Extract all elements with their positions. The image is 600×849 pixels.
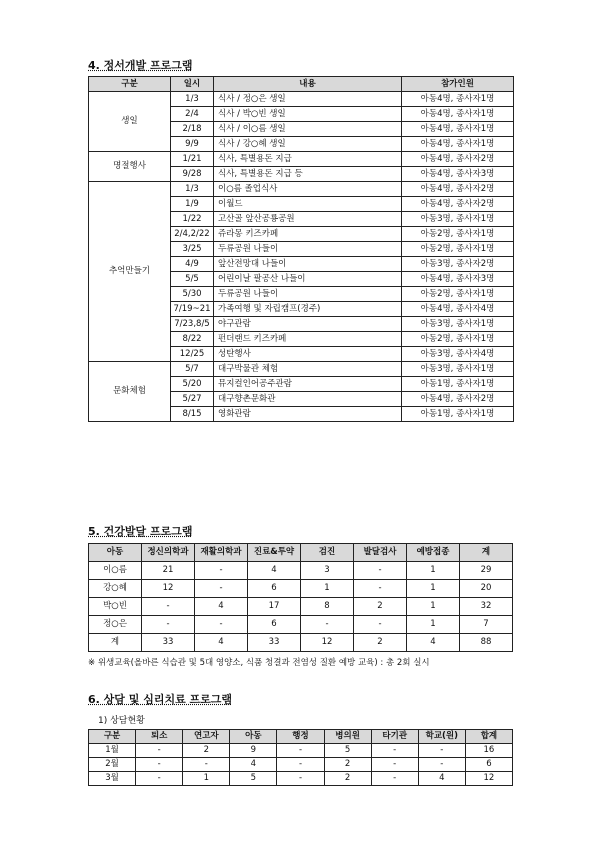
date-cell: 4/9 (171, 257, 214, 272)
column-header: 구분 (89, 77, 171, 92)
counseling-table (88, 729, 513, 786)
table-cell: 2 (324, 772, 371, 786)
participants-cell: 아동4명, 종사자1명 (402, 107, 514, 122)
table-header-row (89, 544, 513, 562)
content-cell: 이○름 졸업식사 (214, 182, 402, 197)
table-cell: 12 (301, 634, 354, 652)
content-cell: 쥬라몽 키즈카페 (214, 227, 402, 242)
content-cell: 두류공원 나들이 (214, 242, 402, 257)
date-cell: 1/22 (171, 212, 214, 227)
participants-cell: 아동2명, 종사자1명 (402, 287, 514, 302)
column-header: 일시 (171, 77, 214, 92)
participants-cell: 아동4명, 종사자2명 (402, 182, 514, 197)
content-cell: 뮤지컬인어공주관람 (214, 377, 402, 392)
date-cell: 9/28 (171, 167, 214, 182)
content-cell: 고산골 앞산공룡공원 (214, 212, 402, 227)
date-cell: 5/7 (171, 362, 214, 377)
column-header: 참가인원 (402, 77, 514, 92)
table-cell: 6 (248, 580, 301, 598)
table-header-row (89, 77, 514, 92)
table-cell: 1 (407, 598, 460, 616)
table-cell: 6 (248, 616, 301, 634)
table-cell: - (354, 580, 407, 598)
participants-cell: 아동4명, 종사자2명 (402, 197, 514, 212)
column-header: 재활의학과 (195, 544, 248, 562)
table-cell: 2 (324, 758, 371, 772)
table-cell: 박○빈 (89, 598, 142, 616)
column-header: 합계 (465, 730, 512, 744)
table-cell: 4 (195, 598, 248, 616)
date-cell: 8/22 (171, 332, 214, 347)
content-cell: 식사 / 강○혜 생일 (214, 137, 402, 152)
table-cell: 88 (460, 634, 513, 652)
participants-cell: 아동4명, 종사자3명 (402, 272, 514, 287)
table-cell: - (277, 744, 324, 758)
table-cell: - (371, 758, 418, 772)
participants-cell: 아동4명, 종사자1명 (402, 122, 514, 137)
content-cell: 어린이날 팔공산 나들이 (214, 272, 402, 287)
table-cell: - (142, 598, 195, 616)
column-header: 타기관 (371, 730, 418, 744)
section-5-title: 5. 건강발달 프로그램 (88, 525, 193, 538)
column-header: 진료&투약 (248, 544, 301, 562)
column-header: 퇴소 (136, 730, 183, 744)
table-cell: - (142, 616, 195, 634)
content-cell: 대구박물관 체험 (214, 362, 402, 377)
table-cell: 12 (142, 580, 195, 598)
participants-cell: 아동2명, 종사자1명 (402, 332, 514, 347)
table-cell: - (277, 758, 324, 772)
participants-cell: 아동3명, 종사자2명 (402, 257, 514, 272)
date-cell: 1/3 (171, 182, 214, 197)
table-cell: 1 (301, 580, 354, 598)
table-row (89, 634, 513, 652)
date-cell: 1/9 (171, 197, 214, 212)
column-header: 검진 (301, 544, 354, 562)
table-cell: 7 (460, 616, 513, 634)
table-cell: - (195, 562, 248, 580)
table-row (89, 92, 514, 107)
table-cell: 계 (89, 634, 142, 652)
table-cell: 4 (248, 562, 301, 580)
column-header: 연고자 (183, 730, 230, 744)
date-cell: 1/3 (171, 92, 214, 107)
content-cell: 대구향촌문화관 (214, 392, 402, 407)
date-cell: 5/20 (171, 377, 214, 392)
table-cell: - (136, 758, 183, 772)
date-cell: 7/19~21 (171, 302, 214, 317)
table-cell: - (183, 758, 230, 772)
content-cell: 영화관람 (214, 407, 402, 422)
content-cell: 식사, 특별용돈 지급 (214, 152, 402, 167)
date-cell: 5/30 (171, 287, 214, 302)
category-cell: 문화체험 (89, 362, 171, 422)
date-cell: 2/4,2/22 (171, 227, 214, 242)
table-cell: 9 (230, 744, 277, 758)
participants-cell: 아동4명, 종사자2명 (402, 152, 514, 167)
content-cell: 앞산전망대 나들이 (214, 257, 402, 272)
table-cell: - (136, 772, 183, 786)
table-cell: - (195, 580, 248, 598)
table-row (89, 758, 513, 772)
table-cell: 4 (418, 772, 465, 786)
category-cell: 명절행사 (89, 152, 171, 182)
table-cell: - (195, 616, 248, 634)
table-row (89, 744, 513, 758)
table-cell: 2 (354, 598, 407, 616)
content-cell: 펀더랜드 키즈카페 (214, 332, 402, 347)
content-cell: 두류공원 나들이 (214, 287, 402, 302)
content-cell: 야구관람 (214, 317, 402, 332)
counseling-subtitle: 1) 상담현황 (98, 716, 145, 726)
table-cell: 4 (407, 634, 460, 652)
table-row (89, 580, 513, 598)
participants-cell: 아동2명, 종사자1명 (402, 242, 514, 257)
table-cell: 3월 (89, 772, 136, 786)
table-cell: - (418, 744, 465, 758)
date-cell: 5/27 (171, 392, 214, 407)
table-cell: 4 (230, 758, 277, 772)
table-cell: 20 (460, 580, 513, 598)
table-cell: 12 (465, 772, 512, 786)
participants-cell: 아동4명, 종사자4명 (402, 302, 514, 317)
participants-cell: 아동2명, 종사자1명 (402, 227, 514, 242)
table-cell: 5 (230, 772, 277, 786)
column-header: 병의원 (324, 730, 371, 744)
date-cell: 2/18 (171, 122, 214, 137)
category-cell: 추억만들기 (89, 182, 171, 362)
table-row (89, 616, 513, 634)
participants-cell: 아동4명, 종사자1명 (402, 92, 514, 107)
column-header: 구분 (89, 730, 136, 744)
column-header: 아동 (89, 544, 142, 562)
date-cell: 12/25 (171, 347, 214, 362)
table-cell: - (354, 562, 407, 580)
table-row (89, 152, 514, 167)
participants-cell: 아동3명, 종사자1명 (402, 362, 514, 377)
participants-cell: 아동4명, 종사자3명 (402, 167, 514, 182)
table-cell: 2월 (89, 758, 136, 772)
table-cell: 1 (183, 772, 230, 786)
table-row (89, 598, 513, 616)
table-cell: 29 (460, 562, 513, 580)
table-cell: - (418, 758, 465, 772)
table-cell: 4 (195, 634, 248, 652)
table-row (89, 362, 514, 377)
table-cell: 2 (354, 634, 407, 652)
table-cell: 21 (142, 562, 195, 580)
table-cell: 1 (407, 580, 460, 598)
table-header-row (89, 730, 513, 744)
content-cell: 식사 / 정○은 생일 (214, 92, 402, 107)
content-cell: 식사 / 박○빈 생일 (214, 107, 402, 122)
table-cell: 정○은 (89, 616, 142, 634)
date-cell: 1/21 (171, 152, 214, 167)
table-cell: 33 (248, 634, 301, 652)
table-cell: 1 (407, 562, 460, 580)
participants-cell: 아동3명, 종사자1명 (402, 317, 514, 332)
table-cell: 33 (142, 634, 195, 652)
table-row (89, 772, 513, 786)
column-header: 학교(원) (418, 730, 465, 744)
participants-cell: 아동1명, 종사자1명 (402, 407, 514, 422)
health-program-table (88, 543, 513, 652)
table-cell: - (371, 744, 418, 758)
table-cell: 이○름 (89, 562, 142, 580)
table-cell: - (136, 744, 183, 758)
table-cell: - (301, 616, 354, 634)
table-cell: 1 (407, 616, 460, 634)
table-row (89, 562, 513, 580)
date-cell: 9/9 (171, 137, 214, 152)
participants-cell: 아동3명, 종사자4명 (402, 347, 514, 362)
section-6-title: 6. 상담 및 심리치료 프로그램 (88, 693, 233, 706)
column-header: 내용 (214, 77, 402, 92)
table-cell: 8 (301, 598, 354, 616)
participants-cell: 아동3명, 종사자1명 (402, 212, 514, 227)
content-cell: 식사, 특별용돈 지급 등 (214, 167, 402, 182)
content-cell: 성탄행사 (214, 347, 402, 362)
table-cell: 3 (301, 562, 354, 580)
table-cell: - (277, 772, 324, 786)
table-cell: 5 (324, 744, 371, 758)
column-header: 예방접종 (407, 544, 460, 562)
date-cell: 2/4 (171, 107, 214, 122)
emotional-program-table (88, 76, 514, 422)
table-cell: 강○혜 (89, 580, 142, 598)
table-cell: 1월 (89, 744, 136, 758)
content-cell: 식사 / 이○름 생일 (214, 122, 402, 137)
date-cell: 3/25 (171, 242, 214, 257)
table-cell: 6 (465, 758, 512, 772)
table-row (89, 182, 514, 197)
table-cell: - (354, 616, 407, 634)
table-cell: 32 (460, 598, 513, 616)
date-cell: 8/15 (171, 407, 214, 422)
table-cell: - (371, 772, 418, 786)
participants-cell: 아동4명, 종사자1명 (402, 137, 514, 152)
table-cell: 17 (248, 598, 301, 616)
participants-cell: 아동1명, 종사자1명 (402, 377, 514, 392)
column-header: 아동 (230, 730, 277, 744)
column-header: 정신의학과 (142, 544, 195, 562)
category-cell: 생일 (89, 92, 171, 152)
hygiene-note: ※ 위생교육(올바른 식습관 및 5대 영양소, 식품 청결과 전염성 질환 예방 교육) : 총 2회 실시 (88, 658, 430, 668)
section-4-title: 4. 정서개발 프로그램 (88, 59, 193, 72)
participants-cell: 아동4명, 종사자2명 (402, 392, 514, 407)
table-cell: 16 (465, 744, 512, 758)
table-cell: 2 (183, 744, 230, 758)
content-cell: 가족여행 및 자립캠프(경주) (214, 302, 402, 317)
column-header: 발달검사 (354, 544, 407, 562)
date-cell: 5/5 (171, 272, 214, 287)
column-header: 행정 (277, 730, 324, 744)
content-cell: 이월드 (214, 197, 402, 212)
date-cell: 7/23,8/5 (171, 317, 214, 332)
column-header: 계 (460, 544, 513, 562)
